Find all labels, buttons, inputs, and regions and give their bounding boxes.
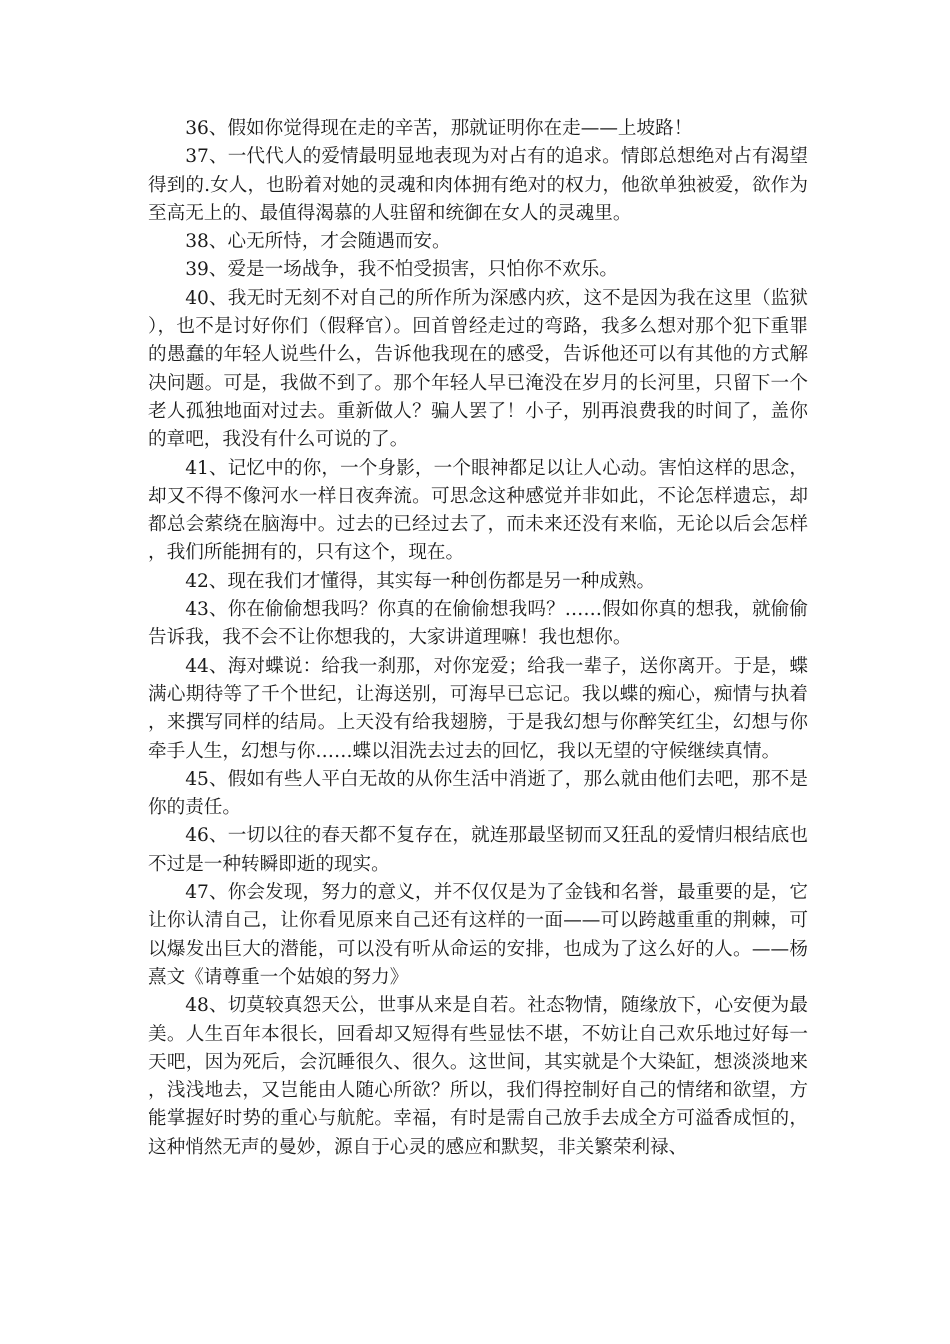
paragraph-37: 37、一代代人的爱情最明显地表现为对占有的追求。情郎总想绝对占有渴望得到的.女人，也盼着对她的灵魂和肉体拥有绝对的权力，他欲单独被爱，欲作为至高无上的、最值得渴慕的人驻留和统御在女人的灵魂里。 [148, 146, 808, 224]
paragraph-47: 47、你会发现，努力的意义，并不仅仅是为了金钱和名誉，最重要的是，它让你认清自己，让你看见原来自己还有这样的一面——可以跨越重重的荆棘，可以爆发出巨大的潜能，可以没有听从命运的安排，也成为了这么好的人。——杨熹文《请尊重一个姑娘的努力》 [148, 882, 808, 988]
paragraph-40: 40、我无时无刻不对自己的所作所为深感内疚，这不是因为我在这里（监狱），也不是讨好你们（假释官）。回首曾经走过的弯路，我多么想对那个犯下重罪的愚蠢的年轻人说些什么，告诉他我现在的感受，告诉他还可以有其他的方式解决问题。可是，我做不到了。那个年轻人早已淹没在岁月的长河里，只留下一个老人孤独地面对过去。重新做人？骗人罢了！小子，别再浪费我的时间了，盖你的章吧，我没有什么可说的了。 [148, 287, 808, 451]
paragraph-39: 39、爱是一场战争，我不怕受损害，只怕你不欢乐。 [185, 259, 618, 281]
paragraph-44: 44、海对蝶说：给我一刹那，对你宠爱；给我一辈子，送你离开。于是，蝶满心期待等了千个世纪，让海送别，可海早已忘记。我以蝶的痴心，痴情与执着，来撰写同样的结局。上天没有给我翅膀，于是我幻想与你醉笑红尘，幻想与你牵手人生，幻想与你……蝶以泪洗去过去的回忆，我以无望的守候继续真情。 [148, 655, 808, 762]
document-body [148, 115, 808, 1162]
paragraph-48: 48、切莫较真怨天公，世事从来是自若。社态物情，随缘放下，心安便为最美。人生百年本很长，回看却又短得有些显怯不堪，不妨让自己欢乐地过好每一天吧，因为死后，会沉睡很久、很久。这世间，其实就是个大染缸，想淡淡地来，浅浅地去，又岂能由人随心所欲？所以，我们得控制好自己的情绪和欲望，方能掌握好时势的重心与航舵。幸福，有时是需自己放手去成全方可溢香成恒的，这种悄然无声的曼妙，源自于心灵的感应和默契，非关繁荣利禄、 [148, 995, 808, 1158]
paragraph-38: 38、心无所恃，才会随遇而安。 [185, 231, 451, 253]
paragraph-42: 42、现在我们才懂得，其实每一种创伤都是另一种成熟。 [185, 570, 656, 592]
paragraph-46: 46、一切以往的春天都不复存在，就连那最坚韧而又狂乱的爱情归根结底也不过是一种转瞬即逝的现实。 [148, 825, 808, 875]
paragraph-41: 41、记忆中的你，一个身影，一个眼神都足以让人心动。害怕这样的思念，却又不得不像河水一样日夜奔流。可思念这种感觉并非如此，不论怎样遗忘，却都总会萦绕在脑海中。过去的已经过去了，而未来还没有来临，无论以后会怎样，我们所能拥有的，只有这个，现在。 [148, 457, 808, 564]
paragraph-45: 45、假如有些人平白无故的从你生活中消逝了，那么就由他们去吧，那不是你的责任。 [148, 768, 808, 819]
paragraph-36: 36、假如你觉得现在走的辛苦，那就证明你在走——上坡路！ [185, 118, 693, 139]
paragraph-43: 43、你在偷偷想我吗？你真的在偷偷想我吗？……假如你真的想我，就偷偷告诉我，我不会不让你想我的，大家讲道理嘛！我也想你。 [148, 599, 808, 649]
